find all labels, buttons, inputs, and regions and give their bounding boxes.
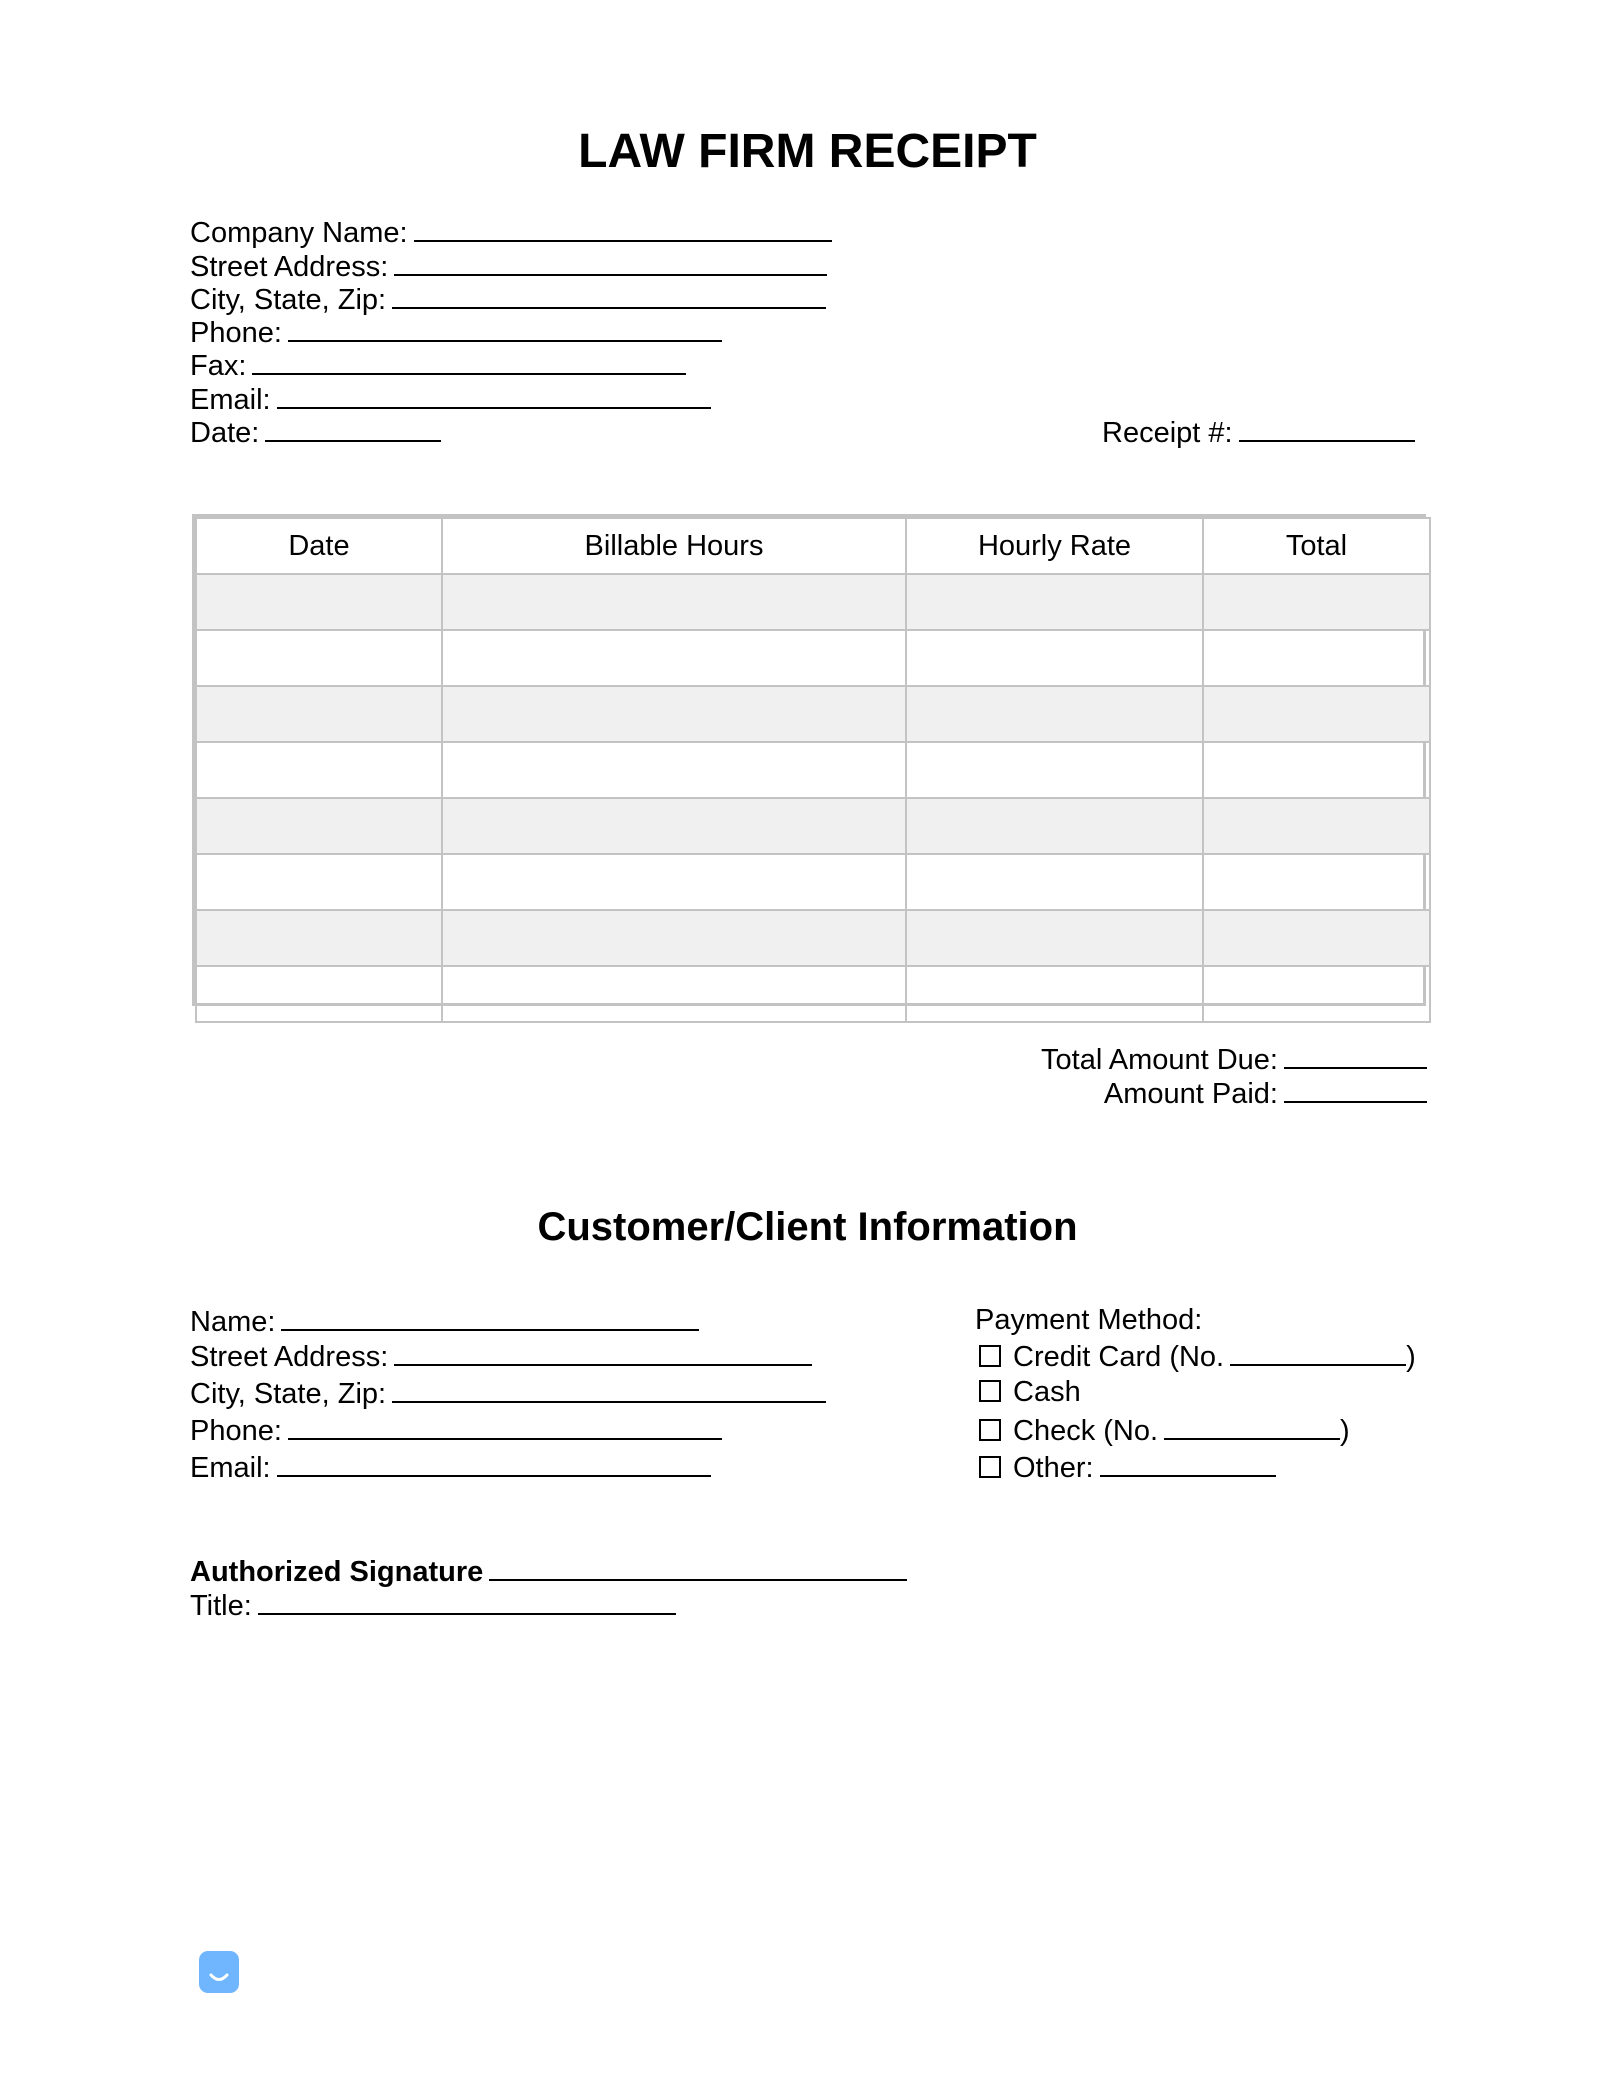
billable-hours-cell[interactable] [442, 966, 906, 1022]
billable-hours-cell[interactable] [442, 854, 906, 910]
customer-email-row [190, 1449, 711, 1485]
company-fax-label: Fax: [190, 350, 247, 382]
payment-method-label: Payment Method: [975, 1304, 1203, 1336]
company-phone-label: Phone: [190, 317, 282, 349]
customer-email-label: Email: [190, 1452, 271, 1484]
table-header-row [196, 518, 1430, 574]
smile-logo-glyph [199, 1951, 239, 1993]
amount-paid-label: Amount Paid: [1103, 1078, 1278, 1110]
hourly-rate-cell[interactable] [906, 910, 1203, 966]
table-row [196, 686, 1430, 742]
total-cell[interactable] [1203, 574, 1430, 630]
company-email-label: Email: [190, 384, 271, 416]
check-number-field[interactable] [1164, 1412, 1340, 1440]
company-email-row [190, 381, 711, 417]
payment-credit-card-row [979, 1338, 1416, 1374]
customer-phone-field[interactable] [288, 1412, 722, 1440]
billing-table-grid [195, 517, 1431, 1023]
company-city-field[interactable] [392, 281, 826, 309]
date-cell[interactable] [196, 686, 442, 742]
date-cell[interactable] [196, 854, 442, 910]
page-title: LAW FIRM RECEIPT [578, 125, 1037, 178]
table-row [196, 966, 1430, 1022]
credit-card-label: Credit Card (No. [1013, 1341, 1225, 1373]
customer-phone-label: Phone: [190, 1415, 282, 1447]
company-street-row [190, 248, 827, 284]
company-city-row [190, 281, 826, 317]
company-phone-field[interactable] [288, 314, 722, 342]
company-name-label: Company Name: [190, 217, 408, 249]
total-cell[interactable] [1203, 686, 1430, 742]
cash-label: Cash [1013, 1376, 1081, 1408]
total-cell[interactable] [1203, 798, 1430, 854]
smile-logo-icon [199, 1951, 239, 1993]
signer-title-field[interactable] [258, 1587, 676, 1615]
column-header-hourly-rate: Hourly Rate [906, 518, 1203, 574]
authorized-signature-field[interactable] [489, 1553, 907, 1581]
company-fax-row [190, 347, 686, 383]
check-label: Check (No. [1013, 1415, 1159, 1447]
other-payment-field[interactable] [1100, 1449, 1276, 1477]
table-row [196, 910, 1430, 966]
amount-paid-field[interactable] [1284, 1075, 1427, 1103]
total-amount-due-label: Total Amount Due: [1041, 1044, 1278, 1076]
table-row [196, 574, 1430, 630]
authorized-signature-row [190, 1553, 907, 1589]
column-header-billable-hours: Billable Hours [442, 518, 906, 574]
customer-street-label: Street Address: [190, 1341, 389, 1373]
signer-title-label: Title: [190, 1590, 252, 1622]
billable-hours-cell[interactable] [442, 630, 906, 686]
customer-street-row [190, 1338, 812, 1374]
payment-check-row [979, 1412, 1350, 1448]
billable-hours-cell[interactable] [442, 798, 906, 854]
billable-hours-cell[interactable] [442, 686, 906, 742]
payment-cash-row [979, 1375, 1081, 1409]
company-street-label: Street Address: [190, 251, 389, 283]
billable-hours-cell[interactable] [442, 910, 906, 966]
credit-card-close-paren: ) [1406, 1341, 1416, 1373]
billable-hours-cell[interactable] [442, 742, 906, 798]
customer-name-field[interactable] [281, 1303, 699, 1331]
company-name-row [190, 214, 832, 250]
amount-paid-row [1104, 1075, 1427, 1111]
hourly-rate-cell[interactable] [906, 686, 1203, 742]
company-date-field[interactable] [265, 414, 441, 442]
date-cell[interactable] [196, 742, 442, 798]
hourly-rate-cell[interactable] [906, 798, 1203, 854]
billing-table [192, 514, 1426, 1006]
total-amount-due-field[interactable] [1284, 1041, 1427, 1069]
payment-other-row [979, 1449, 1276, 1485]
other-label: Other: [1013, 1452, 1094, 1484]
company-city-label: City, State, Zip: [190, 284, 387, 316]
customer-name-label: Name: [190, 1306, 276, 1338]
total-cell[interactable] [1203, 854, 1430, 910]
table-row [196, 630, 1430, 686]
date-cell[interactable] [196, 574, 442, 630]
total-cell[interactable] [1203, 742, 1430, 798]
hourly-rate-cell[interactable] [906, 966, 1203, 1022]
total-cell[interactable] [1203, 630, 1430, 686]
credit-card-checkbox[interactable] [979, 1345, 1001, 1367]
cash-checkbox[interactable] [979, 1380, 1001, 1402]
column-header-date: Date [196, 518, 442, 574]
date-cell[interactable] [196, 798, 442, 854]
total-amount-due-row [1041, 1041, 1427, 1077]
check-checkbox[interactable] [979, 1419, 1001, 1441]
customer-section-title: Customer/Client Information [537, 1205, 1078, 1249]
authorized-signature-label: Authorized Signature [190, 1556, 484, 1588]
date-cell[interactable] [196, 630, 442, 686]
company-street-field[interactable] [394, 248, 827, 276]
company-fax-field[interactable] [252, 347, 686, 375]
customer-phone-row [190, 1412, 722, 1448]
total-cell[interactable] [1203, 966, 1430, 1022]
customer-city-label: City, State, Zip: [190, 1378, 387, 1410]
customer-city-row [190, 1375, 826, 1411]
date-cell[interactable] [196, 910, 442, 966]
date-cell[interactable] [196, 966, 442, 1022]
company-date-label: Date: [190, 417, 260, 449]
receipt-number-field[interactable] [1239, 414, 1415, 442]
customer-email-field[interactable] [277, 1449, 711, 1477]
receipt-number-row [1102, 414, 1415, 450]
table-row [196, 854, 1430, 910]
billable-hours-cell[interactable] [442, 574, 906, 630]
hourly-rate-cell[interactable] [906, 574, 1203, 630]
column-header-total: Total [1203, 518, 1430, 574]
signer-title-row [190, 1587, 676, 1623]
hourly-rate-cell[interactable] [906, 630, 1203, 686]
customer-street-field[interactable] [394, 1338, 812, 1366]
table-row [196, 742, 1430, 798]
check-close-paren: ) [1340, 1415, 1350, 1447]
table-row [196, 798, 1430, 854]
hourly-rate-cell[interactable] [906, 854, 1203, 910]
credit-card-number-field[interactable] [1230, 1338, 1406, 1366]
company-date-row [190, 414, 441, 450]
company-name-field[interactable] [414, 214, 832, 242]
hourly-rate-cell[interactable] [906, 742, 1203, 798]
customer-city-field[interactable] [392, 1375, 826, 1403]
company-phone-row [190, 314, 722, 350]
receipt-number-label: Receipt #: [1102, 417, 1233, 449]
customer-name-row [190, 1303, 699, 1339]
total-cell[interactable] [1203, 910, 1430, 966]
other-checkbox[interactable] [979, 1456, 1001, 1478]
company-email-field[interactable] [277, 381, 711, 409]
